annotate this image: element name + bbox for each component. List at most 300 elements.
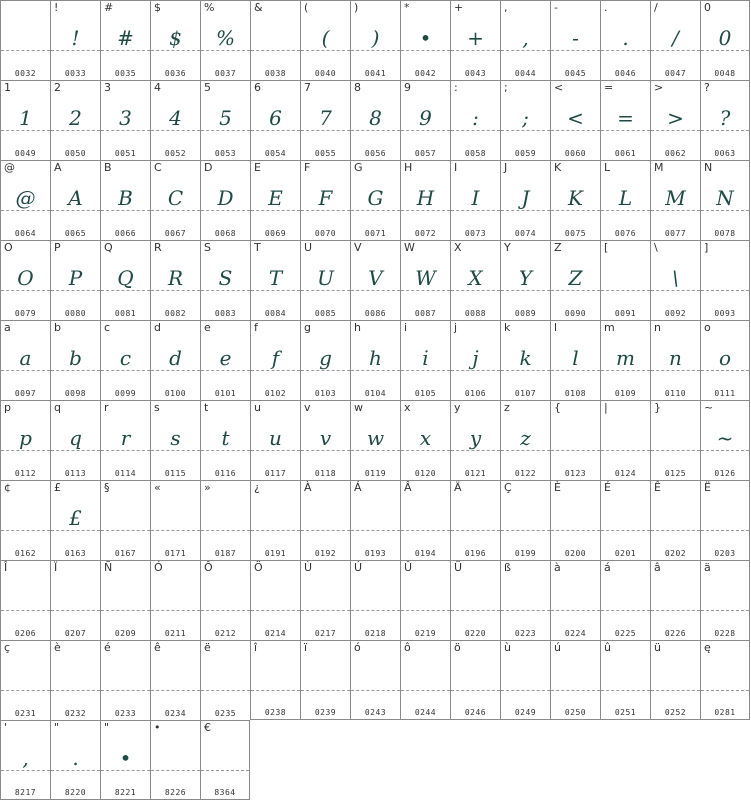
character-label: É [604, 481, 611, 494]
glyph-cell [200, 80, 250, 160]
character-code: 0163 [64, 549, 87, 558]
baseline-divider [51, 290, 100, 291]
character-code: 0061 [614, 149, 637, 158]
character-label: ~ [704, 401, 714, 414]
character-label: y [454, 401, 461, 414]
baseline-divider [551, 450, 600, 451]
glyph-sample: @ [15, 186, 36, 210]
glyph-cell [450, 240, 500, 320]
glyph-cell [350, 640, 400, 720]
character-code: 0083 [214, 309, 237, 318]
glyph-cell [550, 160, 600, 240]
baseline-divider [651, 210, 700, 211]
glyph-sample: y [469, 426, 482, 450]
character-label: w [354, 401, 363, 414]
glyph-sample: , [22, 746, 29, 770]
baseline-divider [201, 450, 250, 451]
character-code: 0192 [314, 549, 337, 558]
glyph-sample: 0 [718, 26, 732, 50]
baseline-divider [51, 450, 100, 451]
baseline-divider [151, 210, 200, 211]
character-code: 0065 [64, 229, 87, 238]
character-code: 0076 [614, 229, 637, 238]
glyph-sample: 8 [369, 106, 382, 130]
character-label: Ü [454, 561, 463, 574]
character-code: 0099 [114, 389, 137, 398]
character-label: 1 [4, 81, 11, 94]
baseline-divider [151, 370, 200, 371]
baseline-divider [401, 50, 450, 51]
glyph-cell [100, 640, 150, 720]
character-label: j [454, 321, 458, 334]
character-label: , [504, 1, 508, 14]
baseline-divider [51, 690, 100, 691]
baseline-divider [51, 610, 100, 611]
character-label: C [154, 161, 162, 174]
character-code: 0203 [714, 549, 736, 558]
glyph-cell [600, 80, 650, 160]
character-code: 0171 [164, 549, 187, 558]
character-label: € [204, 721, 211, 734]
glyph-cell [500, 560, 550, 640]
character-code: 0233 [114, 709, 137, 718]
character-code: 0064 [14, 229, 37, 238]
glyph-sample: h [369, 346, 382, 370]
baseline-divider [101, 370, 150, 371]
character-label: È [554, 481, 561, 494]
baseline-divider [101, 290, 150, 291]
character-label: @ [4, 161, 15, 174]
character-label: Á [354, 481, 362, 494]
baseline-divider [501, 50, 550, 51]
character-code: 0040 [314, 69, 337, 78]
glyph-cell [50, 320, 100, 400]
glyph-cell [600, 240, 650, 320]
character-label: U [304, 241, 313, 254]
baseline-divider [101, 690, 150, 691]
character-label: À [304, 481, 312, 494]
glyph-cell [150, 320, 200, 400]
character-label: Ï [54, 561, 58, 574]
glyph-sample: f [271, 346, 280, 370]
baseline-divider [251, 690, 300, 691]
character-label: N [704, 161, 713, 174]
baseline-divider [51, 130, 100, 131]
glyph-cell [450, 560, 500, 640]
character-code: 0199 [514, 549, 537, 558]
glyph-sample: 6 [269, 106, 282, 130]
glyph-sample: - [572, 26, 579, 50]
baseline-divider [51, 770, 100, 771]
character-label: B [104, 161, 112, 174]
character-label: Y [504, 241, 511, 254]
character-label: u [254, 401, 261, 414]
baseline-divider [201, 690, 250, 691]
character-label: 7 [304, 81, 311, 94]
glyph-cell [150, 0, 200, 80]
glyph-cell [500, 640, 550, 720]
glyph-cell [500, 0, 550, 80]
character-label: { [554, 401, 561, 414]
character-label: Q [104, 241, 113, 254]
baseline-divider [251, 50, 300, 51]
character-code: 0055 [314, 149, 337, 158]
glyph-cell [50, 720, 100, 800]
character-label: á [604, 561, 611, 574]
glyph-cell [550, 80, 600, 160]
glyph-sample: s [170, 426, 181, 450]
glyph-cell [250, 560, 300, 640]
baseline-divider [301, 370, 350, 371]
character-label: Ö [254, 561, 263, 574]
character-code: 8226 [164, 788, 187, 797]
character-label: k [504, 321, 511, 334]
baseline-divider [1, 690, 50, 691]
baseline-divider [601, 530, 650, 531]
character-code: 0084 [264, 309, 287, 318]
character-code: 0042 [414, 69, 437, 78]
glyph-sample: P [68, 266, 83, 290]
character-code: 0079 [14, 309, 37, 318]
baseline-divider [101, 50, 150, 51]
character-code: 0069 [264, 229, 287, 238]
character-label: K [554, 161, 562, 174]
baseline-divider [651, 130, 700, 131]
glyph-sample: + [467, 26, 484, 50]
character-label: 5 [204, 81, 211, 94]
character-label: ; [504, 81, 508, 94]
baseline-divider [1, 50, 50, 51]
glyph-cell [650, 560, 700, 640]
glyph-cell [150, 160, 200, 240]
character-code: 0250 [564, 708, 587, 717]
glyph-cell [550, 240, 600, 320]
character-code: 0049 [14, 149, 37, 158]
character-code: 0043 [464, 69, 487, 78]
baseline-divider [201, 210, 250, 211]
glyph-cell [650, 400, 700, 480]
character-code: 0109 [614, 389, 637, 398]
character-label: V [354, 241, 362, 254]
baseline-divider [351, 290, 400, 291]
baseline-divider [651, 50, 700, 51]
baseline-divider [101, 610, 150, 611]
character-label: ú [554, 641, 561, 654]
glyph-cell [250, 400, 300, 480]
baseline-divider [1, 290, 50, 291]
character-label: : [454, 81, 458, 94]
character-label: S [204, 241, 211, 254]
baseline-divider [1, 770, 50, 771]
character-code: 0207 [64, 629, 87, 638]
baseline-divider [401, 130, 450, 131]
character-code: 0238 [264, 708, 287, 717]
character-label: c [104, 321, 111, 334]
glyph-cell [400, 240, 450, 320]
glyph-cell [500, 480, 550, 560]
character-label: E [254, 161, 261, 174]
glyph-cell [250, 240, 300, 320]
baseline-divider [101, 210, 150, 211]
character-code: 0033 [64, 69, 87, 78]
character-code: 0126 [714, 469, 736, 478]
character-label: ! [54, 1, 59, 14]
character-code: 0121 [464, 469, 487, 478]
character-label: 2 [54, 81, 61, 94]
glyph-cell [500, 320, 550, 400]
glyph-sample: E [268, 186, 283, 210]
glyph-cell [350, 240, 400, 320]
character-code: 0092 [664, 309, 687, 318]
glyph-cell [250, 320, 300, 400]
character-label: Ë [704, 481, 711, 494]
glyph-sample: V [368, 266, 383, 290]
baseline-divider [101, 530, 150, 531]
glyph-sample: Q [117, 266, 134, 290]
character-label: # [104, 1, 114, 14]
character-label: Ô [204, 561, 213, 574]
character-code: 0111 [714, 389, 736, 398]
character-label: ¿ [254, 481, 260, 494]
baseline-divider [1, 450, 50, 451]
character-label: Ó [154, 561, 163, 574]
character-code: 0246 [464, 708, 487, 717]
character-label: ï [304, 641, 308, 654]
glyph-sample: p [19, 426, 32, 450]
baseline-divider [351, 50, 400, 51]
baseline-divider [701, 130, 749, 131]
character-code: 0123 [564, 469, 587, 478]
glyph-cell [0, 240, 50, 320]
baseline-divider [1, 530, 50, 531]
baseline-divider [601, 610, 650, 611]
glyph-sample: $ [169, 26, 182, 50]
character-code: 0087 [414, 309, 437, 318]
character-code: 0112 [14, 469, 37, 478]
glyph-sample: G [367, 186, 384, 210]
baseline-divider [351, 610, 400, 611]
glyph-cell [0, 80, 50, 160]
character-label: < [554, 81, 564, 94]
character-code: 0082 [164, 309, 187, 318]
baseline-divider [351, 210, 400, 211]
character-label: p [4, 401, 11, 414]
character-code: 0196 [464, 549, 487, 558]
glyph-sample: 7 [319, 106, 332, 130]
baseline-divider [501, 370, 550, 371]
character-label: £ [54, 481, 61, 494]
glyph-sample: : [472, 106, 479, 130]
baseline-divider [151, 610, 200, 611]
character-label: ö [454, 641, 461, 654]
character-code: 0209 [114, 629, 137, 638]
character-label: } [654, 401, 661, 414]
baseline-divider [401, 530, 450, 531]
baseline-divider [251, 530, 300, 531]
character-code: 8217 [14, 788, 37, 797]
glyph-sample: S [218, 266, 233, 290]
character-code: 0056 [364, 149, 387, 158]
glyph-sample: w [366, 426, 385, 450]
glyph-cell [150, 560, 200, 640]
glyph-sample: L [618, 186, 633, 210]
glyph-sample: c [119, 346, 132, 370]
character-label: * [404, 1, 410, 14]
character-label: ę [704, 641, 711, 654]
baseline-divider [501, 530, 550, 531]
character-label: § [104, 481, 110, 494]
glyph-sample: . [72, 746, 79, 770]
glyph-sample: # [117, 26, 134, 50]
glyph-cell [700, 480, 750, 560]
baseline-divider [201, 50, 250, 51]
glyph-cell [150, 720, 200, 800]
character-code: 0218 [364, 629, 387, 638]
glyph-sample: k [519, 346, 532, 370]
glyph-cell [300, 320, 350, 400]
character-label: ù [504, 641, 511, 654]
glyph-cell [350, 480, 400, 560]
character-label: ç [4, 641, 11, 654]
baseline-divider [451, 50, 500, 51]
glyph-sample: B [118, 186, 133, 210]
glyph-cell [150, 80, 200, 160]
character-label: ? [704, 81, 710, 94]
glyph-sample: , [522, 26, 529, 50]
glyph-cell [500, 400, 550, 480]
baseline-divider [1, 610, 50, 611]
character-code: 0103 [314, 389, 337, 398]
baseline-divider [501, 210, 550, 211]
glyph-cell [300, 0, 350, 80]
character-label: M [654, 161, 664, 174]
baseline-divider [451, 530, 500, 531]
glyph-sample: T [268, 266, 283, 290]
glyph-cell [400, 320, 450, 400]
character-label: L [604, 161, 611, 174]
character-code: 0085 [314, 309, 337, 318]
glyph-sample: ~ [716, 426, 734, 450]
glyph-cell [700, 0, 750, 80]
baseline-divider [651, 690, 700, 691]
character-code: 0193 [364, 549, 387, 558]
baseline-divider [651, 370, 700, 371]
character-code: 0116 [214, 469, 237, 478]
character-label: û [604, 641, 611, 654]
baseline-divider [601, 130, 650, 131]
glyph-sample: / [672, 26, 679, 50]
glyph-cell [300, 400, 350, 480]
glyph-cell [650, 0, 700, 80]
baseline-divider [701, 530, 749, 531]
baseline-divider [501, 130, 550, 131]
glyph-cell [500, 240, 550, 320]
glyph-cell [50, 640, 100, 720]
glyph-cell [350, 160, 400, 240]
character-code: 0045 [564, 69, 587, 78]
character-code: 0036 [164, 69, 187, 78]
character-code: 0219 [414, 629, 437, 638]
character-label: é [104, 641, 111, 654]
character-label: F [304, 161, 311, 174]
character-label: Ä [454, 481, 462, 494]
character-label: . [604, 1, 608, 14]
character-label: D [204, 161, 213, 174]
glyph-sample: 2 [69, 106, 82, 130]
character-label: n [654, 321, 661, 334]
baseline-divider [651, 290, 700, 291]
glyph-cell [150, 640, 200, 720]
baseline-divider [301, 50, 350, 51]
character-code: 0041 [364, 69, 387, 78]
baseline-divider [701, 370, 749, 371]
glyph-cell [0, 320, 50, 400]
glyph-sample: J [521, 186, 530, 210]
character-label: 0 [704, 1, 711, 14]
character-code: 0077 [664, 229, 687, 238]
character-code: 0063 [714, 149, 736, 158]
glyph-sample: C [167, 186, 184, 210]
character-code: 0231 [14, 709, 37, 718]
character-label: 8 [354, 81, 361, 94]
glyph-cell [650, 80, 700, 160]
baseline-divider [451, 450, 500, 451]
baseline-divider [651, 450, 700, 451]
character-label: Â [404, 481, 412, 494]
glyph-cell [50, 240, 100, 320]
glyph-cell [50, 560, 100, 640]
glyph-cell [550, 320, 600, 400]
baseline-divider [701, 610, 749, 611]
glyph-cell [100, 160, 150, 240]
baseline-divider [601, 50, 650, 51]
character-label: - [554, 1, 558, 14]
character-code: 0097 [14, 389, 37, 398]
character-code: 0212 [214, 629, 237, 638]
baseline-divider [301, 130, 350, 131]
character-label: A [54, 161, 62, 174]
character-label: f [254, 321, 258, 334]
character-code: 0119 [364, 469, 387, 478]
character-code: 0062 [664, 149, 687, 158]
glyph-cell [250, 160, 300, 240]
glyph-cell [150, 480, 200, 560]
character-label: ] [704, 241, 709, 254]
character-label: t [204, 401, 209, 414]
glyph-sample: 4 [169, 106, 182, 130]
character-label: Ç [504, 481, 512, 494]
glyph-cell [300, 240, 350, 320]
glyph-cell [450, 160, 500, 240]
character-label: " [54, 721, 60, 734]
glyph-cell [700, 240, 750, 320]
character-code: 0108 [564, 389, 587, 398]
character-code: 0044 [514, 69, 537, 78]
glyph-sample: Z [568, 266, 583, 290]
glyph-sample: . [622, 26, 629, 50]
character-label: • [154, 721, 161, 734]
character-label: à [554, 561, 561, 574]
glyph-sample: j [472, 346, 479, 370]
glyph-sample: 3 [119, 106, 132, 130]
baseline-divider [201, 370, 250, 371]
character-code: 0187 [214, 549, 237, 558]
character-label: ) [354, 1, 359, 14]
character-code: 0072 [414, 229, 437, 238]
baseline-divider [51, 210, 100, 211]
glyph-cell [700, 400, 750, 480]
baseline-divider [451, 130, 500, 131]
